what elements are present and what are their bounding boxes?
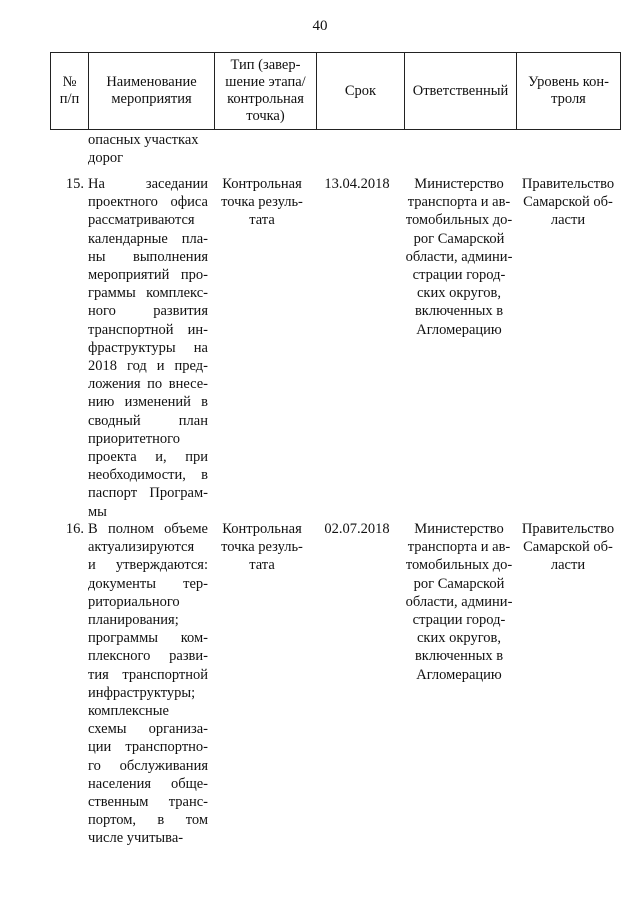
row-name bbox=[88, 175, 208, 521]
row-responsible bbox=[404, 520, 514, 684]
cell-line: транспортной ин- bbox=[88, 321, 208, 338]
header-type: Тип (завер- шение этапа/ контрольная точка) bbox=[215, 53, 317, 130]
cell-line: ских округов, bbox=[416, 285, 502, 302]
cell-line: На заседании bbox=[88, 176, 208, 192]
cell-line: Правительство bbox=[521, 176, 615, 192]
cell-line: паспорт Програм- bbox=[88, 485, 208, 502]
cell-line: населения обще- bbox=[88, 775, 208, 792]
cell-line: фраструктуры на bbox=[88, 339, 208, 356]
cell-line: нию изменений в bbox=[88, 394, 208, 411]
cell-line: точка резуль- bbox=[221, 194, 303, 211]
cell-line: необходимости, в bbox=[88, 467, 208, 484]
page-number: 40 bbox=[312, 18, 328, 34]
cell-line: Министерство bbox=[414, 176, 504, 192]
cell-line: инфраструктуры; bbox=[88, 684, 196, 701]
cell-line: Правительство bbox=[521, 521, 615, 537]
cell-line: граммы комплекс- bbox=[88, 285, 208, 302]
cell-line: тата bbox=[249, 212, 275, 229]
row-date: 13.04.2018 bbox=[324, 176, 390, 192]
cell-line: Министерство bbox=[414, 521, 504, 537]
header-control: Уровень кон- троля bbox=[517, 53, 621, 130]
row-type bbox=[214, 520, 310, 575]
cell-line: тата bbox=[249, 557, 275, 574]
cell-line: мы bbox=[88, 503, 107, 520]
continuation-text bbox=[88, 131, 210, 167]
row-number: 15. bbox=[65, 176, 84, 192]
cell-line: комплексные bbox=[88, 703, 169, 720]
cell-line: схемы организа- bbox=[88, 721, 208, 738]
cell-line: В полном объеме bbox=[88, 521, 208, 537]
cell-line: томобильных до- bbox=[405, 212, 513, 229]
cell-line: ны выполнения bbox=[88, 248, 208, 265]
cell-line: планирования; bbox=[88, 612, 179, 629]
cell-line: Контрольная bbox=[222, 176, 302, 192]
row-number: 16. bbox=[65, 521, 84, 537]
cell-line: области, админи- bbox=[405, 593, 513, 610]
cell-line: опасных участках bbox=[88, 132, 199, 148]
cell-line: Агломерацию bbox=[416, 321, 502, 338]
cell-line: числе учитыва- bbox=[88, 830, 184, 847]
cell-line: включенных в bbox=[414, 303, 504, 320]
row-name bbox=[88, 520, 208, 848]
header-date: Срок bbox=[317, 53, 405, 130]
cell-line: рог Самарской bbox=[413, 230, 505, 247]
row-responsible bbox=[404, 175, 514, 339]
cell-line: актуализируются bbox=[88, 539, 195, 556]
cell-line: ских округов, bbox=[416, 630, 502, 647]
cell-line: томобильных до- bbox=[405, 557, 513, 574]
cell-line: и утверждаются: bbox=[88, 557, 208, 574]
cell-line: включенных в bbox=[414, 648, 504, 665]
cell-line: плексного разви- bbox=[88, 648, 208, 665]
header-name: Наименование мероприятия bbox=[89, 53, 215, 130]
cell-line: Самарской об- bbox=[523, 539, 613, 556]
cell-line: точка резуль- bbox=[221, 539, 303, 556]
table-header bbox=[50, 52, 621, 130]
row-type bbox=[214, 175, 310, 230]
header-num: № п/п bbox=[51, 53, 89, 130]
cell-line: календарные пла- bbox=[88, 230, 208, 247]
cell-line: транспорта и ав- bbox=[407, 194, 511, 211]
cell-line: документы тер- bbox=[88, 575, 208, 592]
cell-line: дорог bbox=[88, 150, 124, 167]
row-control bbox=[516, 520, 620, 575]
cell-line: Самарской об- bbox=[523, 194, 613, 211]
cell-line: 2018 год и пред- bbox=[88, 358, 208, 375]
cell-line: страции город- bbox=[412, 267, 506, 284]
cell-line: приоритетного bbox=[88, 430, 180, 447]
cell-line: области, админи- bbox=[405, 248, 513, 265]
cell-line: рассматриваются bbox=[88, 212, 195, 229]
header-responsible: Ответственный bbox=[405, 53, 517, 130]
cell-line: сводный план bbox=[88, 412, 208, 429]
cell-line: Агломерацию bbox=[416, 666, 502, 683]
cell-line: ласти bbox=[550, 557, 586, 574]
cell-line: портом, в том bbox=[88, 812, 208, 829]
cell-line: ложения по внесе- bbox=[88, 376, 208, 393]
cell-line: мероприятий про- bbox=[88, 267, 208, 284]
row-date: 02.07.2018 bbox=[324, 521, 390, 537]
cell-line: страции город- bbox=[412, 612, 506, 629]
cell-line: ственным транс- bbox=[88, 794, 208, 811]
cell-line: тия транспортной bbox=[88, 666, 208, 683]
cell-line: проектного офиса bbox=[88, 194, 208, 211]
cell-line: транспорта и ав- bbox=[407, 539, 511, 556]
cell-line: Контрольная bbox=[222, 521, 302, 537]
cell-line: рог Самарской bbox=[413, 575, 505, 592]
cell-line: проекта и, при bbox=[88, 449, 208, 466]
cell-line: ции транспортно- bbox=[88, 739, 208, 756]
cell-line: ного развития bbox=[88, 303, 208, 320]
cell-line: риториального bbox=[88, 593, 180, 610]
row-control bbox=[516, 175, 620, 230]
cell-line: го обслуживания bbox=[88, 757, 208, 774]
cell-line: ласти bbox=[550, 212, 586, 229]
cell-line: программы ком- bbox=[88, 630, 208, 647]
